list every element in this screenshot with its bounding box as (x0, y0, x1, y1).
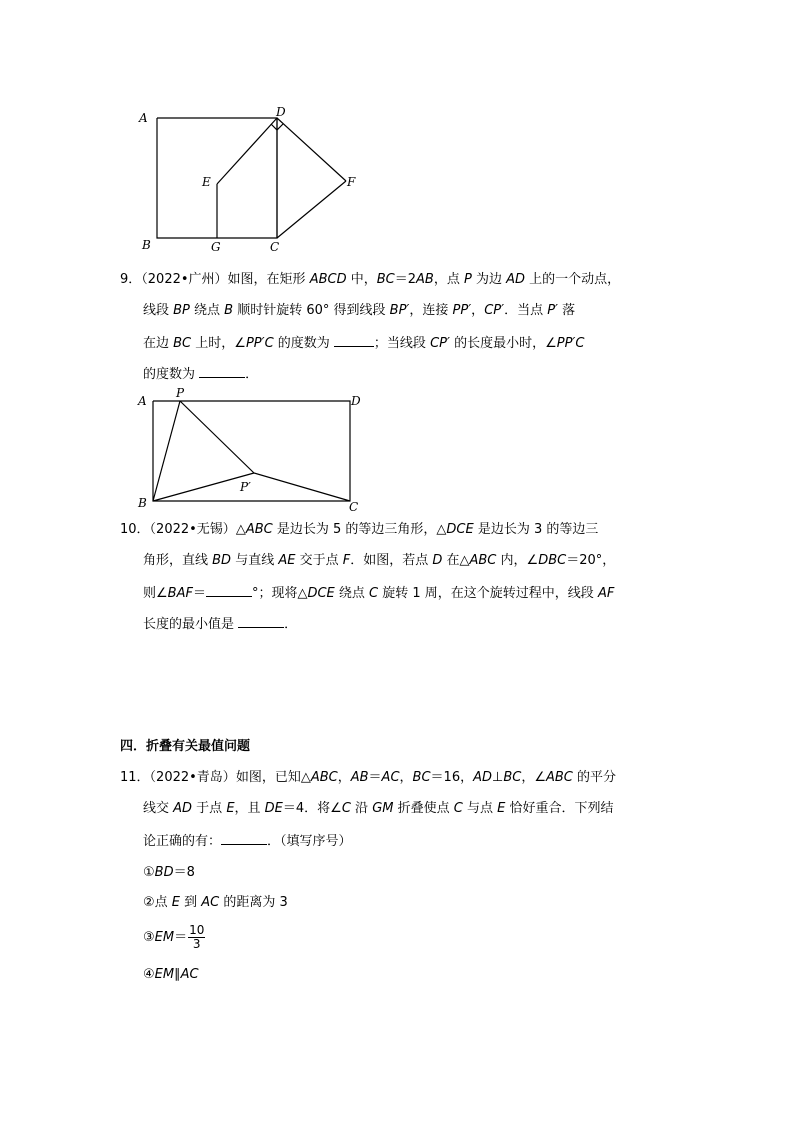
q9-line-3 (143, 334, 584, 352)
text: △ (235, 522, 246, 537)
label-a: A (139, 111, 148, 125)
var: F (342, 553, 351, 568)
q11-source: （2022•青岛） (149, 770, 236, 785)
text: ＝ (368, 770, 382, 785)
text: 在△ (442, 553, 470, 568)
label-d: D (276, 105, 286, 119)
text: 上的一个动点， (524, 272, 621, 287)
text: ，且 (234, 801, 265, 816)
q9-number: 9． (120, 272, 142, 287)
var: AF (597, 586, 615, 601)
text: 角形，直线 (143, 553, 213, 568)
text: ，∠ (521, 770, 546, 785)
q11-number: 11． (120, 770, 150, 785)
var: AC (201, 895, 220, 910)
var: PP′C (556, 336, 585, 351)
fraction (188, 924, 205, 951)
var: AB (416, 272, 434, 287)
text: 为边 (471, 272, 507, 287)
var: E (497, 801, 506, 816)
segment-df (277, 118, 346, 181)
q11-line-2 (143, 801, 613, 817)
answer-blank[interactable] (206, 584, 252, 597)
text: 恰好重合．下列结 (505, 801, 614, 816)
text: 如图，在矩形 (227, 272, 310, 287)
var: P (463, 272, 472, 287)
q11-option-4 (143, 967, 199, 983)
text: 如图，已知△ (235, 770, 311, 785)
text: 是边长为 5 的等边三角形，△ (272, 522, 447, 537)
label-a: A (138, 394, 147, 408)
var: ABC (245, 522, 273, 537)
text: ，点 (433, 272, 464, 287)
text: 的距离为 3 (219, 895, 288, 910)
var: ABC (545, 770, 573, 785)
q9-source: （2022•广州） (141, 272, 228, 287)
text: 的度数为 (143, 367, 200, 382)
text: 的长度最小时，∠ (449, 336, 557, 351)
text: 绕点 (189, 303, 225, 318)
text: 沿 (350, 801, 373, 816)
text: 在边 (143, 336, 174, 351)
label-f: F (347, 175, 356, 189)
text: 交于点 (295, 553, 343, 568)
var: AB (350, 770, 369, 785)
var: AE (278, 553, 296, 568)
text: 线交 (143, 801, 174, 816)
text: ，连接 (409, 303, 453, 318)
text: °；现将△ (251, 586, 308, 601)
text: ；当线段 (373, 336, 431, 351)
var: BC (412, 770, 431, 785)
q9-line-1 (120, 272, 620, 288)
var: BC (376, 272, 395, 287)
text: 内，∠ (496, 553, 539, 568)
answer-blank[interactable] (334, 334, 374, 347)
text: ， (471, 303, 485, 318)
var: DCE (307, 586, 335, 601)
text: 点 (154, 895, 172, 910)
figure-1 (130, 100, 370, 260)
text: 于点 (192, 801, 227, 816)
var: AC (180, 967, 199, 982)
label-b: B (138, 496, 147, 510)
text: ＝4．将∠ (282, 801, 342, 816)
q10-line-1 (120, 522, 598, 538)
var: BD (154, 865, 174, 880)
text: 与点 (462, 801, 498, 816)
segment-pp2 (180, 401, 254, 473)
var: DBC (538, 553, 567, 568)
var: P′ (547, 303, 558, 318)
var: C (369, 586, 379, 601)
answer-blank[interactable] (238, 615, 284, 628)
figure-1-svg (130, 100, 370, 260)
text: 论正确的有： (143, 834, 222, 849)
label-c: C (270, 240, 280, 254)
q10-line-4 (143, 615, 297, 633)
var: PP′C (245, 336, 274, 351)
figure-2 (130, 383, 370, 513)
text: 到 (180, 895, 202, 910)
label-c: C (349, 500, 359, 514)
fraction-numerator: 10 (189, 923, 205, 937)
var: ABC (310, 770, 338, 785)
text: 落 (558, 303, 576, 318)
text: ， (399, 770, 413, 785)
var: AD (173, 801, 193, 816)
answer-blank[interactable] (199, 365, 245, 378)
var: EM (154, 967, 175, 982)
var: BP (173, 303, 190, 318)
q11-line-1 (120, 770, 616, 786)
label-b: B (142, 238, 151, 252)
segment-ed (217, 118, 277, 184)
label-p: P (176, 386, 185, 400)
text: ＝ (192, 586, 206, 601)
text: ．当点 (504, 303, 548, 318)
var: ABCD (309, 272, 347, 287)
text: ， (337, 770, 351, 785)
text: 上时，∠ (191, 336, 246, 351)
var: B (224, 303, 234, 318)
var: AD (506, 272, 525, 287)
q11-option-3 (143, 922, 205, 954)
text: ． (284, 617, 298, 632)
var: DCE (446, 522, 474, 537)
q9-line-2 (143, 303, 575, 319)
text: ⊥ (492, 770, 504, 785)
text: 线段 (143, 303, 174, 318)
text: ． (245, 367, 259, 382)
var: BP′ (389, 303, 410, 318)
segment-p2c (254, 473, 350, 501)
text: ．如图，若点 (350, 553, 433, 568)
label-d: D (351, 394, 361, 408)
segment-fc (277, 181, 346, 238)
answer-blank[interactable] (221, 832, 267, 845)
q10-line-2 (143, 553, 615, 569)
var: E (171, 895, 181, 910)
segment-p2b (153, 473, 254, 501)
option-marker: ① (143, 865, 155, 880)
text: 则∠ (143, 586, 168, 601)
option-marker: ③ (143, 930, 155, 945)
var: AC (381, 770, 400, 785)
q10-line-3 (143, 584, 614, 602)
var: AD (473, 770, 492, 785)
text: ＝2 (394, 272, 417, 287)
var: BC (503, 770, 522, 785)
var: CP′ (430, 336, 450, 351)
var: C (341, 801, 351, 816)
q11-line-3 (143, 832, 352, 850)
label-p-prime: P′ (240, 480, 251, 494)
q10-number: 10． (120, 522, 150, 537)
text: 绕点 (334, 586, 370, 601)
text: 的平分 (572, 770, 617, 785)
q10-source: （2022•无锡） (149, 522, 236, 537)
var: DE (264, 801, 283, 816)
rect-abcd (153, 401, 350, 501)
fraction-denominator: 3 (192, 937, 201, 951)
var: EM (154, 930, 175, 945)
option-marker: ② (143, 895, 155, 910)
var: BAF (167, 586, 193, 601)
var: C (453, 801, 463, 816)
segment-pb (153, 401, 180, 501)
text: 折叠使点 (393, 801, 454, 816)
q11-option-1 (143, 865, 195, 881)
text: ∥ (174, 967, 181, 982)
var: ABC (469, 553, 497, 568)
q9-line-4 (143, 365, 258, 383)
var: E (226, 801, 235, 816)
label-g: G (211, 240, 221, 254)
text: 是边长为 3 的等边三 (473, 522, 599, 537)
label-e: E (202, 175, 211, 189)
var: BC (173, 336, 192, 351)
text: ＝ (174, 930, 188, 945)
section-heading: 四．折叠有关最值问题 (120, 739, 251, 754)
text: ．（填写序号） (267, 834, 352, 849)
var: CP′ (484, 303, 505, 318)
text: 顺时针旋转 60° 得到线段 (233, 303, 390, 318)
text: ＝16， (430, 770, 474, 785)
var: GM (372, 801, 394, 816)
text: 长度的最小值是 (143, 617, 239, 632)
var: PP′ (452, 303, 472, 318)
text: 旋转 1 周，在这个旋转过程中，线段 (378, 586, 598, 601)
var: BD (212, 553, 232, 568)
text: 的度数为 (273, 336, 334, 351)
text: 中， (346, 272, 377, 287)
text: ＝8 (173, 865, 195, 880)
figure-2-svg (130, 383, 370, 513)
var: D (432, 553, 443, 568)
q11-option-2 (143, 895, 288, 911)
option-marker: ④ (143, 967, 155, 982)
text: 与直线 (231, 553, 279, 568)
text: ＝20°， (566, 553, 616, 568)
